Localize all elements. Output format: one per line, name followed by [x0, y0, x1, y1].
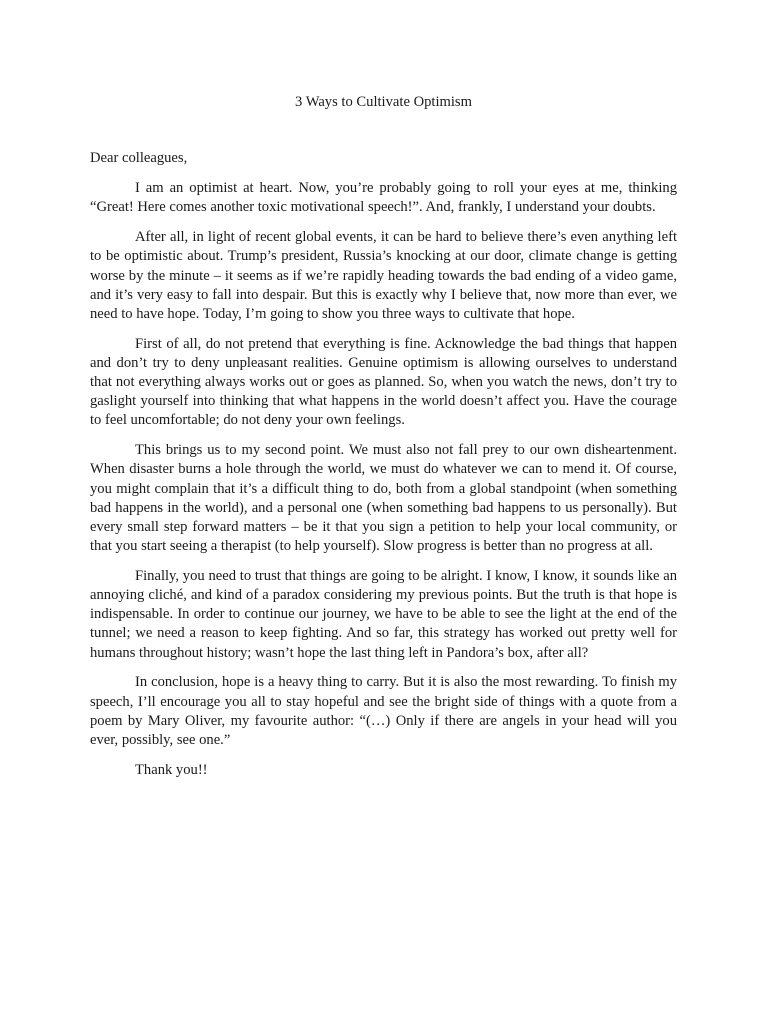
paragraph-conclusion: In conclusion, hope is a heavy thing to carry. But it is also the most rewarding. To finish my speech, I’ll encourage you all to stay hopeful and see the bright side of things with a quote from a poem by Mary Oliver, my favourite author: “(…) Only if there are angels in your head will you ever, possibly, see one.”	[90, 674, 677, 748]
paragraph-context: After all, in light of recent global events, it can be hard to believe there’s even anything left to be optimistic about. Trump’s president, Russia’s knocking at our door, climate change is getting worse by the minute – it seems as if we’re rapidly heading towards the bad ending of a video game, and it’s very easy to fall into despair. But this is exactly why I believe that, now more than ever, we need to have hope. Today, I’m going to show you three ways to cultivate that hope.	[90, 229, 677, 322]
paragraph-intro: I am an optimist at heart. Now, you’re probably going to roll your eyes at me, thinking “Great! Here comes another toxic motivational speech!”. And, frankly, I understand your doubts.	[90, 180, 677, 216]
document-page	[90, 92, 677, 780]
paragraph-third-point: Finally, you need to trust that things are going to be alright. I know, I know, it sounds like an annoying cliché, and kind of a paradox considering my previous points. But the truth is that hope is indispensable. In order to continue our journey, we have to be able to see the light at the end of the tunnel; we need a reason to keep fighting. And so far, this strategy has worked out pretty well for humans throughout history; wasn’t hope the last thing left in Pandora’s box, after all?	[90, 567, 677, 661]
document-title: 3 Ways to Cultivate Optimism	[295, 94, 472, 110]
closing-line: Thank you!!	[135, 761, 208, 778]
paragraph-first-point: First of all, do not pretend that everything is fine. Acknowledge the bad things that happen and don’t try to deny unpleasant realities. Genuine optimism is allowing ourselves to understand that not everything always works out or goes as planned. So, when you watch the news, don’t try to gaslight yourself into thinking that what happens in the world doesn’t affect you. Have the courage to feel uncomfortable; do not deny your own feelings.	[90, 335, 677, 429]
salutation: Dear colleagues,	[90, 150, 188, 166]
paragraph-second-point: This brings us to my second point. We must also not fall prey to our own disheartenment. When disaster burns a hole through the world, we must do whatever we can to mend it. Of course, you might complain that it’s a difficult thing to do, both from a global standpoint (when something bad happens in the world), and a personal one (when something bad happens to us personally). But every small step forward matters – be it that you sign a petition to help your local community, or that you start seeing a therapist (to help yourself). Slow progress is better than no progress at all.	[90, 442, 677, 555]
